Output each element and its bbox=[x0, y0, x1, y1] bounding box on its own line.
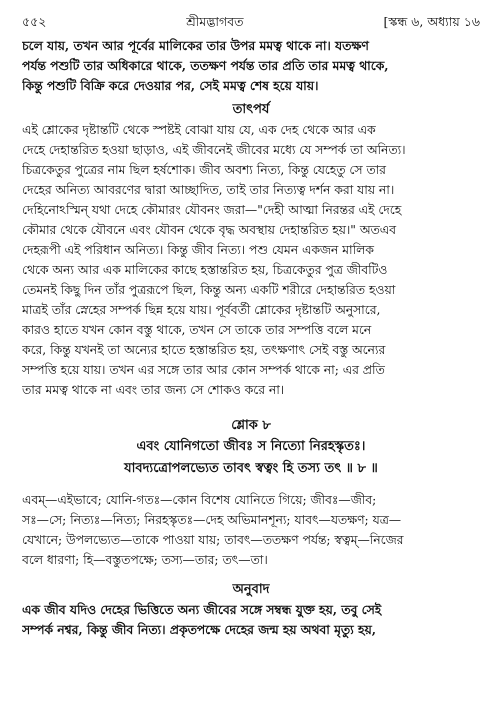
intro-paragraph bbox=[22, 36, 480, 96]
purport-line: থেকে অন্য আর এক মালিকের কাছে হস্তান্তরিত হয়, চিত্রকেতুর পুত্র জীবটিও bbox=[22, 263, 388, 277]
purport-line: কৌমার থেকে যৌবনে এবং যৌবন থেকে বৃদ্ধ অবস্থায় দেহান্তরিত হয়।" অতএব bbox=[22, 223, 396, 237]
page-number: ৫৫২ bbox=[22, 14, 47, 29]
intro-line: পর্যন্ত পশুটি তার অধিকারে থাকে, ততক্ষণ পর্যন্ত তার প্রতি তার মমত্ব থাকে, bbox=[22, 58, 389, 73]
purport-heading: তাৎপর্য bbox=[232, 102, 270, 117]
verse-line: যাবদ্যত্রোপলভ্যেত তাবৎ স্বত্বং হি তস্য তৎ ॥ ৮ ॥ bbox=[124, 461, 378, 476]
verse-heading: শ্লোক ৮ bbox=[231, 418, 271, 433]
book-page bbox=[22, 12, 480, 717]
purport-line: দেহে দেহান্তরিত হওয়া ছাড়াও, এই জীবনেই জীবের মধ্যে যে সম্পর্ক তা অনিত্য। bbox=[22, 143, 406, 157]
translation-paragraph bbox=[22, 600, 480, 640]
translation-line: সম্পর্ক নশ্বর, কিন্তু জীব নিত্য। প্রকৃতপক্ষে দেহের জন্ম হয় অথবা মৃত্যু হয়, bbox=[22, 622, 376, 637]
purport-line: দেহের অনিত্য আবরণের দ্বারা আচ্ছাদিত, তাই তার নিত্যত্ব দর্শন করা যায় না। bbox=[22, 183, 395, 197]
purport-line: করে, কিন্তু যখনই তা অন্যের হাতে হস্তান্তরিত হয়, তৎক্ষণাৎ সেই বস্তু অন্যের bbox=[22, 343, 386, 357]
purport-line: চিত্রকেতুর পুত্রের নাম ছিল হর্ষশোক। জীব অবশ্য নিত্য, কিন্তু যেহেতু সে তার bbox=[22, 163, 386, 177]
purport-line: সম্পত্তি হয়ে যায়। তখন এর সঙ্গে তার আর কোন সম্পর্ক থাকে না; এর প্রতি bbox=[22, 363, 385, 377]
purport-line: তার মমত্ব থাকে না এবং তার জন্য সে শোকও করে না। bbox=[22, 383, 285, 397]
synonym-line: যেখানে; উপলভ্যেত—তাকে পাওয়া যায়; তাবৎ—ততক্ষণ পর্যন্ত; স্বত্বম্—নিজের bbox=[22, 533, 404, 547]
synonym-line: বলে ধারণা; হি—বস্তুতপক্ষে; তস্য—তার; তৎ—তা। bbox=[22, 553, 268, 567]
synonyms-paragraph bbox=[22, 490, 480, 570]
intro-line: কিন্তু পশুটি বিক্রি করে দেওয়ার পর, সেই মমত্ব শেষ হয়ে যায়। bbox=[22, 78, 319, 93]
book-title: শ্রীমদ্ভাগবত bbox=[186, 14, 244, 29]
purport-line: এই শ্লোকের দৃষ্টান্তটি থেকে স্পষ্টই বোঝা যায় যে, এক দেহ থেকে আর এক bbox=[22, 123, 376, 137]
purport-line: কারও হাতে যখন কোন বস্তু থাকে, তখন সে তাকে তার সম্পত্তি বলে মনে bbox=[22, 323, 372, 337]
purport-line: তেমনই কিছু দিন তাঁর পুত্ররূপে ছিল, কিন্তু অন্য একটি শরীরে দেহান্তরিত হওয়া bbox=[22, 283, 396, 297]
translation-heading: অনুবাদ bbox=[232, 582, 270, 597]
purport-paragraph bbox=[22, 120, 480, 400]
translation-line: এক জীব যদিও দেহের ভিত্তিতে অন্য জীবের সঙ্গে সম্বন্ধ যুক্ত হয়, তবু সেই bbox=[22, 602, 382, 617]
purport-line: মাত্রই তাঁর স্নেহের সম্পর্ক ছিন্ন হয়ে যায়। পূর্ববর্তী শ্লোকের দৃষ্টান্তটি অনুসারে, bbox=[22, 303, 381, 317]
synonym-line: এবম্—এইভাবে; যোনি-গতঃ—কোন বিশেষ যোনিতে গিয়ে; জীবঃ—জীব; bbox=[22, 493, 377, 507]
verse-line: এবং যোনিগতো জীবঃ স নিত্যো নিরহস্কৃতঃ। bbox=[136, 439, 366, 454]
synonym-line: সঃ—সে; নিত্যঃ—নিত্য; নিরহস্কৃতঃ—দেহ অভিমানশূন্য; যাবৎ—যতক্ষণ; যত্র— bbox=[22, 513, 402, 527]
intro-line: চলে যায়, তখন আর পূর্বের মালিকের তার উপর মমত্ব থাকে না। যতক্ষণ bbox=[22, 38, 369, 53]
purport-line: দেহরূপী এই পরিধান অনিত্য। কিন্তু জীব নিত্য। পশু যেমন একজন মালিক bbox=[22, 243, 374, 257]
purport-line: দেহিনোঽস্মিন্ যথা দেহে কৌমারং যৌবনং জরা—"দেহী আত্মা নিরন্তর এই দেহে bbox=[22, 203, 402, 217]
running-head bbox=[22, 12, 480, 32]
canto-chapter: [স্কন্ধ ৬, অধ্যায় ১৬ bbox=[383, 14, 480, 29]
